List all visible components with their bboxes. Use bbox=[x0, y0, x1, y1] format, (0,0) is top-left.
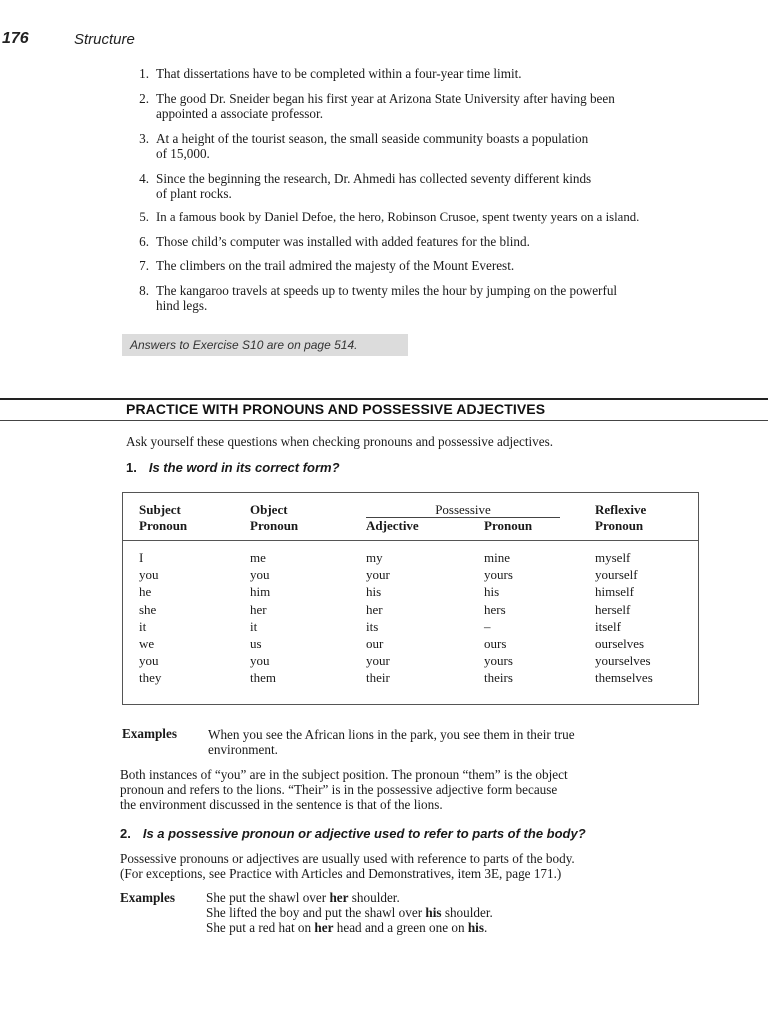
table-cell: you bbox=[250, 653, 270, 669]
item-text: In a famous book by Daniel Defoe, the hero, Robinson Crusoe, spent twenty years on a island. bbox=[156, 210, 640, 224]
answers-note: Answers to Exercise S10 are on page 514. bbox=[122, 334, 408, 356]
question-number: 2. bbox=[120, 826, 131, 841]
intro-text: Ask yourself these questions when checking pronouns and possessive adjectives. bbox=[126, 434, 554, 449]
table-cell: him bbox=[250, 584, 271, 600]
table-cell: himself bbox=[595, 584, 634, 600]
item-text: hind legs. bbox=[156, 298, 208, 313]
item-text: At a height of the tourist season, the small seaside community boasts a population bbox=[156, 131, 589, 146]
table-cell: you bbox=[250, 567, 270, 583]
column-subject bbox=[139, 549, 161, 687]
item-text: of 15,000. bbox=[156, 146, 210, 161]
item-number: 6. bbox=[139, 234, 149, 249]
section-rule-bottom bbox=[0, 420, 768, 421]
header-subject: Subject Pronoun bbox=[139, 502, 188, 533]
item-text: The climbers on the trail admired the majesty of the Mount Everest. bbox=[156, 258, 515, 273]
table-cell: itself bbox=[595, 618, 621, 634]
table-cell: ours bbox=[484, 636, 507, 652]
header-possessive: Possessive bbox=[435, 502, 491, 517]
table-cell: you bbox=[139, 567, 159, 583]
table-cell: it bbox=[139, 618, 147, 634]
column-reflexive bbox=[595, 549, 653, 687]
item-number: 3. bbox=[139, 131, 149, 146]
page-number: 176 bbox=[2, 30, 29, 47]
item-text: Those child’s computer was installed with added features for the blind. bbox=[156, 234, 530, 249]
item-number: 1. bbox=[139, 66, 149, 81]
section-title: PRACTICE WITH PRONOUNS AND POSSESSIVE ADJECTIVES bbox=[126, 401, 546, 417]
table-cell: them bbox=[250, 670, 276, 686]
table-cell: your bbox=[366, 653, 390, 669]
table-cell: your bbox=[366, 567, 390, 583]
table-cell: yourself bbox=[595, 567, 638, 583]
example-line: She lifted the boy and put the shawl over his shoulder. bbox=[206, 905, 493, 920]
table-cell: mine bbox=[484, 550, 510, 565]
explanation-paragraph bbox=[120, 767, 568, 812]
table-cell: it bbox=[250, 618, 258, 634]
table-cell: me bbox=[250, 550, 266, 565]
table-cell: my bbox=[366, 550, 383, 565]
table-cell: I bbox=[139, 550, 144, 565]
paragraph-line: Both instances of “you” are in the subject position. The pronoun “them” is the object bbox=[120, 767, 568, 782]
example-text bbox=[206, 890, 493, 935]
table-cell: themselves bbox=[595, 670, 653, 686]
table-cell: our bbox=[366, 636, 384, 652]
table-cell: theirs bbox=[484, 670, 513, 686]
question-text: Is a possessive pronoun or adjective used to refer to parts of the body? bbox=[142, 826, 586, 841]
table-cell: herself bbox=[595, 601, 631, 617]
header-reflexive: Reflexive Pronoun bbox=[595, 502, 647, 533]
table-cell: its bbox=[366, 618, 379, 634]
table-header-rule bbox=[122, 540, 699, 541]
table-cell: hers bbox=[484, 601, 506, 617]
table-cell: his bbox=[366, 584, 382, 600]
item-text: Since the beginning the research, Dr. Ahmedi has collected seventy different kinds bbox=[156, 171, 592, 186]
table-cell: you bbox=[139, 653, 159, 669]
item-number: 7. bbox=[139, 258, 149, 273]
item-text: That dissertations have to be completed within a four-year time limit. bbox=[156, 66, 522, 81]
item-text: appointed a associate professor. bbox=[156, 106, 323, 121]
paragraph-line: (For exceptions, see Practice with Articles and Demonstratives, item 3E, page 171.) bbox=[120, 866, 562, 881]
question-text: Is the word in its correct form? bbox=[148, 460, 340, 475]
table-cell: yours bbox=[484, 567, 513, 583]
header-poss-pronoun: Pronoun bbox=[484, 518, 533, 533]
table-cell: ourselves bbox=[595, 636, 645, 652]
question-2 bbox=[120, 826, 586, 841]
table-cell: their bbox=[366, 670, 390, 686]
table-cell: us bbox=[250, 636, 262, 652]
section-rule-top bbox=[0, 398, 768, 400]
table-cell: her bbox=[366, 601, 383, 617]
header-object: Object Pronoun bbox=[250, 502, 299, 533]
item-text: of plant rocks. bbox=[156, 186, 232, 201]
column-possessive-adjective bbox=[366, 549, 390, 687]
paragraph-line: the environment discussed in the sentence is that of the lions. bbox=[120, 797, 443, 812]
example-line: She put a red hat on her head and a green one on his. bbox=[206, 920, 488, 935]
item-text: The good Dr. Sneider began his first year at Arizona State University after having been bbox=[156, 91, 615, 106]
table-cell: we bbox=[139, 636, 155, 652]
item-number: 8. bbox=[139, 283, 149, 298]
example-line: When you see the African lions in the park, you see them in their true bbox=[208, 727, 575, 742]
table-cell: her bbox=[250, 601, 267, 617]
table-cell: – bbox=[484, 618, 491, 634]
column-possessive-pronoun bbox=[484, 549, 513, 687]
running-head: Structure bbox=[74, 31, 135, 48]
item-text: The kangaroo travels at speeds up to twenty miles the hour by jumping on the powerful bbox=[156, 283, 618, 298]
question-number: 1. bbox=[126, 460, 137, 475]
example-text bbox=[208, 727, 575, 757]
body-paragraph bbox=[120, 851, 575, 881]
table-cell: he bbox=[139, 584, 152, 600]
column-object bbox=[250, 549, 276, 687]
item-number: 2. bbox=[139, 91, 149, 106]
table-cell: yours bbox=[484, 653, 513, 669]
table-cell: yourselves bbox=[595, 653, 651, 669]
paragraph-line: pronoun and refers to the lions. “Their” is in the possessive adjective form because bbox=[120, 782, 558, 797]
table-cell: his bbox=[484, 584, 500, 600]
table-cell: myself bbox=[595, 550, 631, 565]
item-number: 5. bbox=[139, 210, 149, 224]
example-line: environment. bbox=[208, 742, 278, 757]
item-number: 4. bbox=[139, 171, 149, 186]
examples-label: Examples bbox=[122, 726, 177, 741]
question-1 bbox=[126, 460, 340, 475]
table-cell: they bbox=[139, 670, 162, 686]
examples-label: Examples bbox=[120, 890, 175, 905]
paragraph-line: Possessive pronouns or adjectives are usually used with reference to parts of the body. bbox=[120, 851, 575, 866]
table-cell: she bbox=[139, 601, 157, 617]
header-poss-adjective: Adjective bbox=[366, 518, 419, 533]
example-line: She put the shawl over her shoulder. bbox=[206, 890, 400, 905]
